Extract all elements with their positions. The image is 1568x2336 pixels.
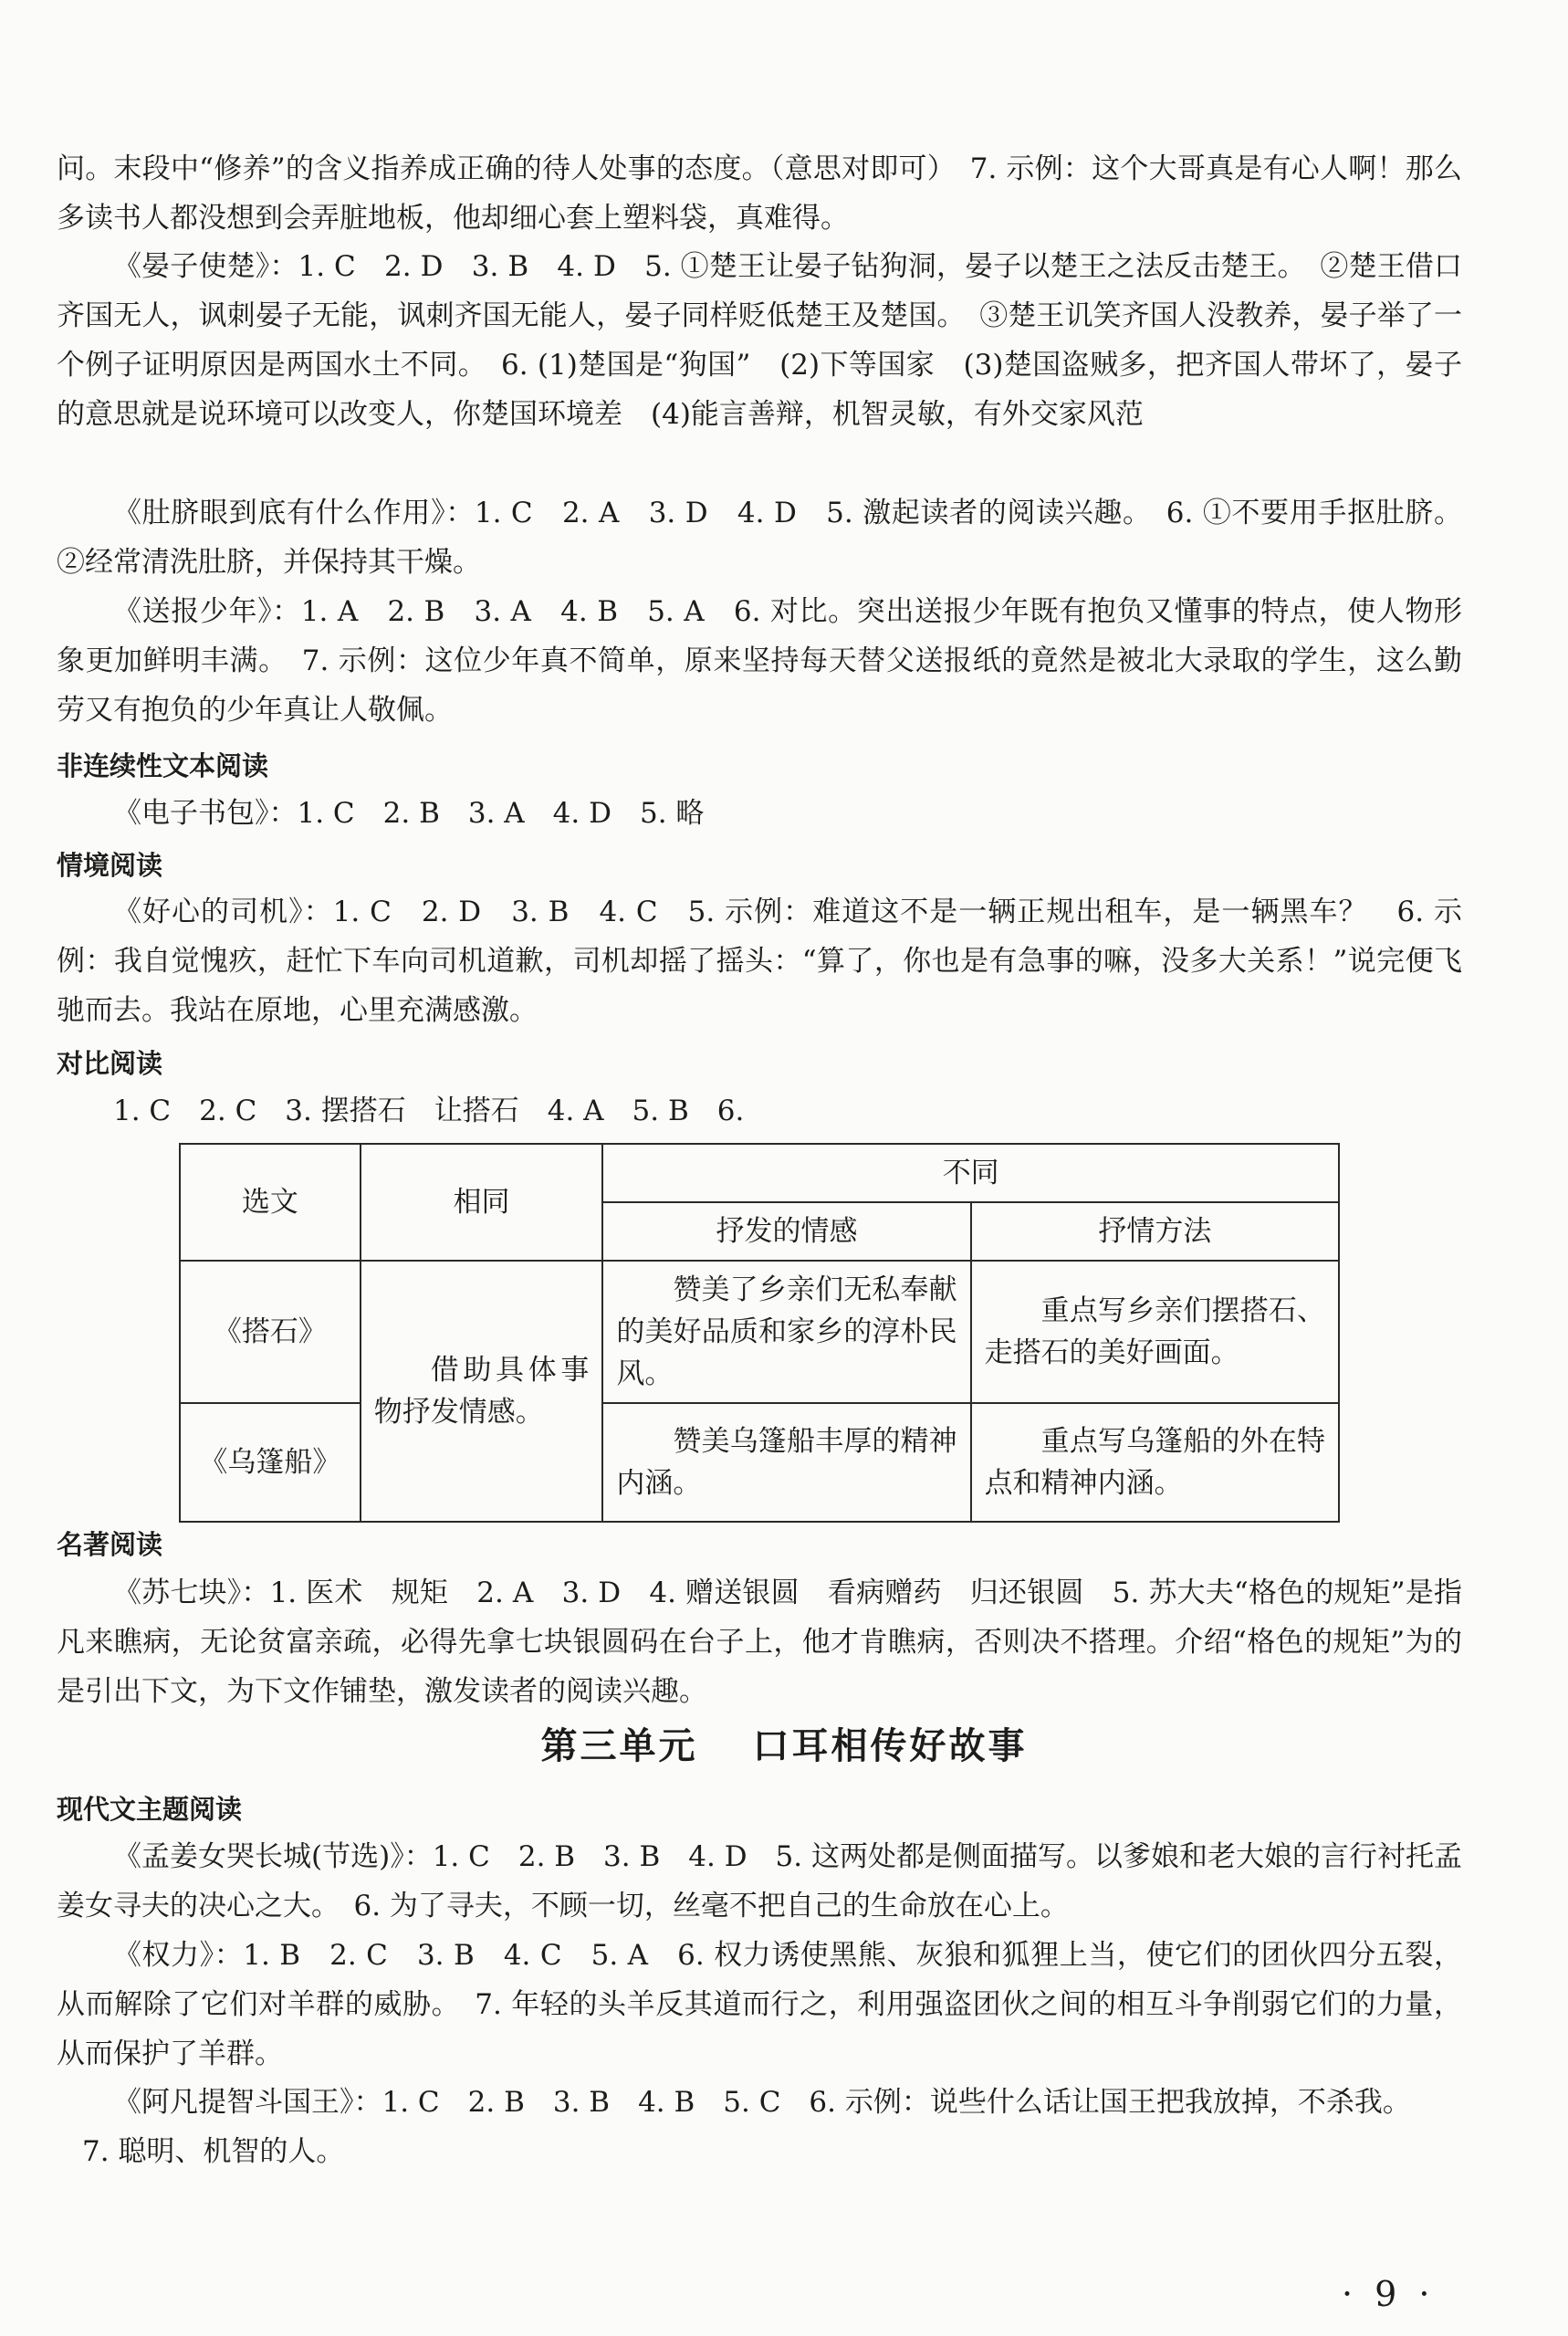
cell-method-dashi: 重点写乡亲们摆搭石、走搭石的美好画面。 (971, 1261, 1339, 1403)
paragraph-xiuyang: 问。末段中“修养”的含义指养成正确的待人处事的态度。（意思对即可） 7. 示例：这个大哥真是有心人啊！那么多读书人都没想到会弄脏地板，他却细心套上塑料袋，真难得。 (57, 152, 1462, 235)
cell-emotion-wupengchuan: 赞美乌篷船丰厚的精神内涵。 (602, 1403, 970, 1522)
header-emotion: 抒发的情感 (602, 1202, 970, 1261)
header-selection: 选文 (180, 1144, 361, 1261)
paragraph-songbao-shaonian: 《送报少年》：1. A 2. B 3. A 4. B 5. A 6. 对比。突出送报少年既有抱负又懂事的特点，使人物形象更加鲜明丰满。 7. 示例：这位少年真不简单，原来坚持每天替父送报纸的竟然是被北大录取的学生，这么勤劳又有抱负的少年真让人敬佩。 (57, 595, 1462, 727)
heading-classics: 名著阅读 (57, 1529, 163, 1560)
paragraph-contrast-answers: 1. C 2. C 3. 摆搭石 让搭石 4. A 5. B 6. (113, 1095, 745, 1127)
cell-method-wupengchuan: 重点写乌篷船的外在特点和精神内涵。 (971, 1403, 1339, 1522)
paragraph-afanti-q7: 7. 聪明、机智的人。 (82, 2135, 345, 2168)
row-title-dashi: 《搭石》 (180, 1261, 361, 1403)
paragraph-dianzi-shubao: 《电子书包》：1. C 2. B 3. A 4. D 5. 略 (113, 797, 705, 830)
heading-contrast: 对比阅读 (57, 1048, 163, 1079)
unit-title-number: 第三单元 (540, 1724, 698, 1767)
comparison-table (179, 1143, 1340, 1523)
paragraph-mengjiangnu: 《孟姜女哭长城(节选)》：1. C 2. B 3. B 4. D 5. 这两处都是侧面描写。以爹娘和老大娘的言行衬托孟姜女寻夫的决心之大。 6. 为了寻夫，不顾一切，丝毫不把自己的生命放在心上。 (57, 1840, 1462, 1922)
paragraph-duqiyan: 《肚脐眼到底有什么作用》：1. C 2. A 3. D 4. D 5. 激起读者的阅读兴趣。 6. ①不要用手抠肚脐。②经常清洗肚脐，并保持其干燥。 (57, 497, 1462, 579)
paragraph-yanzi-shichu: 《晏子使楚》：1. C 2. D 3. B 4. D 5. ①楚王让晏子钻狗洞，晏子以楚王之法反击楚王。 ②楚王借口齐国无人，讽刺晏子无能，讽刺齐国无能人，晏子同样贬低楚王及楚国。 ③楚王讥笑齐国人没教养，晏子举了一个例子证明原因是两国水土不同。 6. (1)楚国是“狗国” (2)下等国家 (3)楚国盗贼多，把齐国人带坏了，晏子的意思就是说环境可以改变人，你楚国环境差 (4)能言善辩，机智灵敏，有外交家风范 (57, 250, 1462, 431)
header-method: 抒情方法 (971, 1202, 1339, 1261)
paragraph-afanti: 《阿凡提智斗国王》：1. C 2. B 3. B 4. B 5. C 6. 示例：说些什么话让国王把我放掉，不杀我。 (113, 2086, 1411, 2119)
paragraph-su-qikuai: 《苏七块》：1. 医术 规矩 2. A 3. D 4. 赠送银圆 看病赠药 归还银圆 5. 苏大夫“格色的规矩”是指凡来瞧病，无论贫富亲疏，必得先拿七块银圆码在台子上，他才肯瞧病，否则决不搭理。介绍“格色的规矩”为的是引出下文，为下文作铺垫，激发读者的阅读兴趣。 (57, 1577, 1462, 1708)
paragraph-haoxin-siji: 《好心的司机》：1. C 2. D 3. B 4. C 5. 示例：难道这不是一辆正规出租车，是一辆黑车？ 6. 示例：我自觉愧疚，赶忙下车向司机道歉，司机却摇了摇头：“算了，你也是有急事的嘛，没多大关系！”说完便飞驰而去。我站在原地，心里充满感激。 (57, 896, 1462, 1027)
heading-noncontinuous: 非连续性文本阅读 (57, 750, 269, 781)
cell-emotion-dashi: 赞美了乡亲们无私奉献的美好品质和家乡的淳朴民风。 (602, 1261, 970, 1403)
heading-situation: 情境阅读 (57, 850, 163, 881)
unit-title-theme: 口耳相传好故事 (752, 1724, 1028, 1767)
page-number: · 9 · (1342, 2274, 1436, 2314)
paragraph-quanli: 《权力》：1. B 2. C 3. B 4. C 5. A 6. 权力诱使黑熊、灰狼和狐狸上当，使它们的团伙四分五裂，从而解除了它们对羊群的威胁。 7. 年轻的头羊反其道而行之，利用强盗团伙之间的相互斗争削弱它们的力量，从而保护了羊群。 (57, 1939, 1462, 2070)
heading-modern: 现代文主题阅读 (57, 1794, 243, 1825)
row-title-wupengchuan: 《乌篷船》 (180, 1403, 361, 1522)
unit-title (0, 1721, 1568, 1772)
cell-same: 借助具体事物抒发情感。 (361, 1261, 603, 1522)
header-same: 相同 (361, 1144, 603, 1261)
header-different: 不同 (602, 1144, 1339, 1202)
